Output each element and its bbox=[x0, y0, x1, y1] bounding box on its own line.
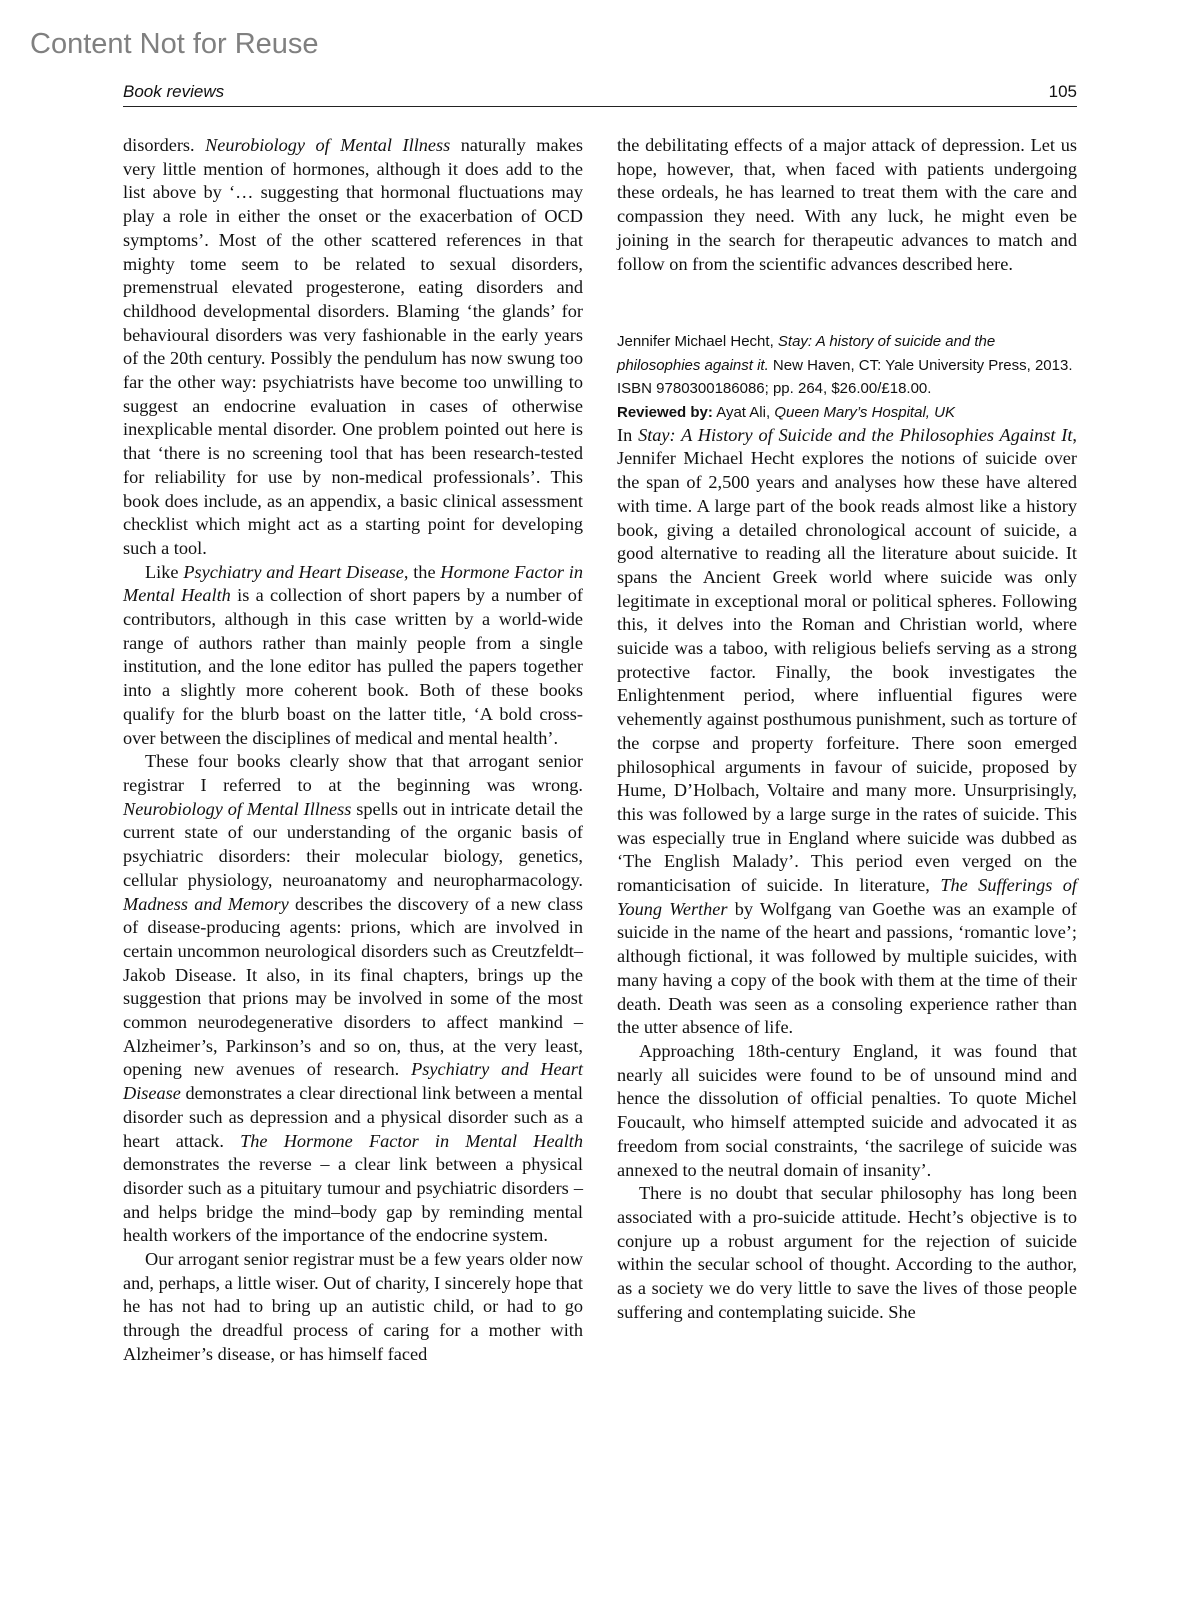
italic-title: The Hormone Factor in Mental Health bbox=[240, 1130, 583, 1151]
italic-title: Neurobiology of Mental Illness bbox=[123, 798, 352, 819]
text-run: demonstrates a clear directional link between a mental disorder such as depression and a physical disorder such as a heart attack. bbox=[123, 1083, 583, 1151]
watermark: Content Not for Reuse bbox=[30, 28, 319, 60]
paragraph bbox=[123, 134, 583, 561]
paragraph bbox=[617, 134, 1077, 276]
italic-title: Madness and Memory bbox=[123, 893, 289, 914]
text-run: New Haven, CT: Yale University Press, 2013. ISBN 9780300186086; pp. 264, $26.00/£18.00. bbox=[617, 356, 1073, 398]
bold-text: Reviewed by: bbox=[617, 403, 713, 421]
paragraph bbox=[123, 561, 583, 751]
text-run: Jennifer Michael Hecht, bbox=[617, 333, 778, 351]
text-run: Ayat Ali, bbox=[712, 403, 775, 421]
text-run: , Jennifer Michael Hecht explores the notions of suicide over the span of 2,500 years and analyses how these have altered with time. A large part of the book reads almost like a history book, giving a detailed chronological account of suicide, a good alternative to reading all the literature about suicide. It spans the Ancient Greek world where suicide was only legitimate in exceptional moral or political spheres. Following this, it delves into the Roman and Christian world, where suicide was a taboo, with religious beliefs serving as a strong protective factor. Finally, the book investigates the Enlightenment period, where influential figures were vehemently against posthumous punishment, such as torture of the corpse and property forfeiture. There soon emerged philosophical arguments in favour of suicide, proposed by Hume, D’Holbach, Voltaire and many more. Unsurprisingly, this was followed by a large surge in the rates of suicide. This was especially true in England where suicide was dubbed as ‘The English Malady’. This period even verged on the romanticisation of suicide. In literature, bbox=[617, 424, 1078, 896]
paragraph bbox=[617, 424, 1077, 1040]
paragraph bbox=[123, 1248, 583, 1367]
italic-title: Psychiatry and Heart Disease bbox=[123, 1059, 583, 1104]
text-run: spells out in intricate detail the current state of our understanding of the organic basis of psychiatric disorders: their molecular biology, genetics, cellular physiology, neuroanatomy and neuropharmacology. bbox=[123, 798, 583, 890]
text-run: In bbox=[617, 424, 639, 445]
running-header bbox=[123, 80, 1077, 107]
text-run: describes the discovery of a new class of disease-producing agents: prions, which are involved in certain uncommon neurological disorders such as Creutzfeldt–Jakob Disease. It also, in its final chapters, brings up the suggestion that prions may be involved in some of the most common neurodegenerative disorders to affect mankind – Alzheimer’s, Parkinson’s and so on, thus, at the very least, opening new avenues of research. bbox=[123, 893, 583, 1080]
text-run: There is no doubt that secular philosophy has long been associated with a pro-suicide attitude. Hecht’s objective is to conjure up a robust argument for the rejection of suicide within the secular school of thought. According to the author, as a society we do very little to save the lives of those people suffering and contemplating suicide. She bbox=[617, 1183, 1077, 1322]
text-run: is a collection of short papers by a number of contributors, although in this case written by a world-wide range of authors rather than mainly people from a single institution, and the lone editor has pulled the papers together into a slightly more coherent book. Both of these books qualify for the blurb boast on the latter title, ‘A bold cross-over between the disciplines of medical and mental health’. bbox=[123, 585, 584, 748]
reviewer-line bbox=[617, 401, 1077, 424]
text-run: , the bbox=[403, 561, 441, 582]
text-run: Our arrogant senior registrar must be a few years older now and, perhaps, a little wiser. Out of charity, I sincerely hope that he has not had to bring up an autistic child, or had to go through the dreadful process of caring for a mother with Alzheimer’s disease, or has himself faced bbox=[123, 1249, 583, 1364]
italic-title: Stay: A History of Suicide and the Philosophies Against It bbox=[638, 424, 1073, 445]
italic-title: The Sufferings of Young Werther bbox=[617, 875, 1077, 919]
paragraph bbox=[123, 750, 583, 1248]
text-run: These four books clearly show that that arrogant senior registrar I referred to at the beginning was wrong. bbox=[123, 751, 583, 795]
text-run: by Wolfgang van Goethe was an example of suicide in the name of the heart and passions, ‘romantic love’; although fictional, it was followed by multiple suicides, with many having a copy of the book with them at the time of their death. Death was seen as a consoling experience rather than the utter absence of life. bbox=[617, 898, 1077, 1038]
paragraph bbox=[617, 1040, 1077, 1182]
italic-title: Queen Mary’s Hospital, UK bbox=[774, 403, 955, 421]
right-column bbox=[617, 134, 1077, 1324]
paragraph bbox=[617, 1182, 1077, 1324]
left-column bbox=[123, 134, 583, 1367]
italic-title: Hormone Factor in Mental Health bbox=[123, 561, 584, 606]
text-run: demonstrates the reverse – a clear link between a physical disorder such as a pituitary tumour and psychiatric disorders – and helps bridge the mind–body gap by reminding mental health workers of the importance of the endocrine system. bbox=[123, 1154, 583, 1246]
italic-title: Stay: A history of suicide and the philosophies against it. bbox=[617, 333, 996, 374]
text-run: naturally makes very little mention of hormones, although it does add to the list above by ‘… suggesting that hormonal fluctuations may play a role in either the onset or the exacerbation of OCD symptoms’. Most of the other scattered references in that mighty tome seem to be related to sexual disorders, premenstrual elevated progesterone, eating disorders and childhood developmental disorders. Blaming ‘the glands’ for behavioural disorders was very fashionable in the early years of the 20th century. Possibly the pendulum has now swung too far the other way: psychiatrists have become too unwilling to suggest an endocrine evaluation in cases of otherwise inexplicable mental disorder. One problem pointed out here is that ‘there is no screening tool that has been research-tested for reliability for use by non-medical professionals’. This book does include, as an appendix, a basic clinical assessment checklist which might act as a starting point for developing such a tool. bbox=[123, 135, 583, 558]
italic-title: Neurobiology of Mental Illness bbox=[205, 135, 451, 155]
section-title: Book reviews bbox=[123, 82, 225, 101]
text-run: Like bbox=[145, 561, 184, 582]
text-run: Approaching 18th-century England, it was found that nearly all suicides were found to be of unsound mind and hence the dissolution of official penalties. To quote Michel Foucault, who himself attempted suicide and advocated it as freedom from social constraints, ‘the sacrilege of suicide was annexed to the neutral domain of insanity’. bbox=[617, 1041, 1077, 1180]
page-number: 105 bbox=[1048, 82, 1077, 101]
book-citation bbox=[617, 330, 1077, 401]
text-run: the debilitating effects of a major attack of depression. Let us hope, however, that, when faced with patients undergoing these ordeals, he has learned to treat them with the care and compassion they need. With any luck, he might even be joining in the search for therapeutic advances to match and follow on from the scientific advances described here. bbox=[617, 135, 1077, 274]
text-run: disorders. bbox=[123, 135, 206, 155]
italic-title: Psychiatry and Heart Disease bbox=[183, 561, 404, 582]
